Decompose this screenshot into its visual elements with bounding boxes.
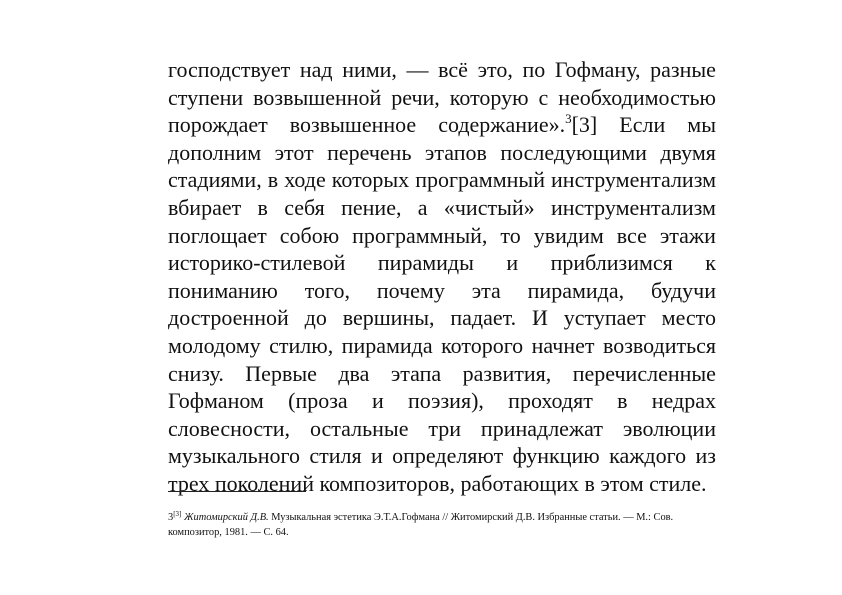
word: каждого — [609, 443, 687, 469]
word: господствует — [168, 57, 291, 82]
text-line — [168, 415, 716, 443]
text-line — [168, 360, 716, 388]
footnote-separator — [168, 491, 306, 492]
text-line — [168, 139, 716, 167]
word: все — [616, 222, 647, 248]
word: падает. — [450, 305, 517, 331]
word: программный — [415, 167, 545, 193]
word: вбирает — [168, 194, 242, 220]
word: почему — [376, 277, 445, 303]
word: инструментализм — [550, 194, 716, 220]
word: Первые — [245, 360, 317, 386]
text-line — [168, 56, 716, 84]
word: три — [428, 415, 462, 441]
word: — — [406, 57, 429, 82]
word: возводиться — [602, 332, 716, 358]
word-with-footnote-ref — [438, 111, 597, 139]
word: всё — [438, 57, 468, 82]
word: и — [371, 388, 384, 414]
text-line — [168, 84, 716, 112]
word: над — [299, 57, 333, 82]
word: этапов — [424, 139, 487, 165]
word: программный, — [352, 222, 488, 248]
word: порождает — [168, 112, 268, 138]
word: увидим — [533, 222, 604, 248]
word: перечень — [327, 139, 412, 165]
text-line-last — [168, 470, 716, 498]
word: историко-стилевой — [168, 250, 346, 276]
word: молодому — [168, 332, 261, 358]
word: приблизимся — [550, 250, 673, 276]
footnote-backlink[interactable]: [3] — [173, 510, 182, 518]
text-line — [168, 277, 716, 305]
word: композиторов, — [319, 470, 456, 496]
word: стилю, — [269, 332, 334, 358]
word: речи, — [391, 84, 440, 110]
word: себя — [284, 194, 325, 220]
word: стиля — [309, 443, 362, 469]
body-paragraph — [168, 56, 716, 498]
text-line — [168, 332, 716, 360]
word: этажи — [659, 222, 716, 248]
footnote-citation: Музыкальная эстетика Э.Т.А.Гофмана // Житомирский Д.В. Избранные статьи. — М.: Сов. — [271, 512, 674, 523]
word: того, — [304, 277, 351, 303]
word: пирамида — [341, 332, 433, 358]
word: и — [370, 443, 383, 469]
word: «чистый» — [443, 194, 535, 220]
word: функцию — [512, 443, 600, 469]
word: принадлежат — [480, 415, 603, 441]
word: начнет — [531, 332, 595, 358]
footnote-reference[interactable]: 3 — [565, 111, 572, 127]
word: дополним — [168, 139, 262, 165]
word: ступени — [168, 84, 244, 110]
text-line — [168, 166, 716, 194]
word: к — [705, 250, 716, 276]
word: необходимостью — [558, 84, 716, 110]
word: а — [417, 194, 428, 220]
footnote — [168, 510, 716, 540]
word: поколений — [214, 470, 314, 496]
word: развития, — [462, 360, 552, 386]
word: недрах — [651, 388, 716, 414]
word: этом — [600, 470, 644, 496]
word: которого — [441, 332, 524, 358]
text-line — [168, 194, 716, 222]
word: которых — [331, 167, 410, 193]
word: ними, — [342, 57, 397, 82]
word: эволюции — [622, 415, 716, 441]
word: до — [304, 305, 327, 331]
word: которую — [449, 84, 529, 110]
word: то — [500, 222, 521, 248]
word: И — [531, 305, 548, 331]
word: снизу. — [168, 360, 224, 386]
word: (проза — [288, 388, 348, 414]
word: по — [522, 57, 546, 82]
word: этот — [274, 139, 314, 165]
word: собою — [279, 222, 340, 248]
word: двумя — [660, 139, 716, 165]
word: достроенной — [168, 305, 289, 331]
word: поглощает — [168, 222, 267, 248]
word: содержание». — [438, 112, 566, 138]
text-line — [168, 387, 716, 415]
text-line — [168, 442, 716, 470]
word: в — [584, 470, 595, 496]
text-line — [168, 249, 716, 277]
word: инструментализм — [551, 167, 716, 193]
word: определяют — [392, 443, 504, 469]
word: поэзия), — [408, 388, 484, 414]
word: пирамида, — [527, 277, 625, 303]
word: проходят — [508, 388, 593, 414]
footnote-citation-continuation: композитор, 1981. — С. 64. — [168, 527, 289, 538]
word: пониманию — [168, 277, 278, 303]
footnote-author: Житомирский Д.В. — [183, 512, 269, 523]
word: пирамиды — [377, 250, 474, 276]
word: Гофману, — [554, 57, 641, 82]
word: Если — [619, 112, 666, 138]
word: перечисленные — [572, 360, 716, 386]
word: остальные — [309, 415, 409, 441]
word: музыкального — [168, 443, 300, 469]
word: уступает — [563, 305, 646, 331]
word: место — [661, 305, 716, 331]
word: словесности, — [168, 415, 291, 441]
word: работающих — [460, 470, 579, 496]
word: разные — [650, 57, 716, 82]
word: и — [506, 250, 519, 276]
word: трех — [168, 470, 210, 496]
word: возвышенное — [289, 112, 417, 138]
text-line — [168, 222, 716, 250]
word: из — [695, 443, 716, 469]
word: ходе — [284, 167, 326, 193]
word: эта — [471, 277, 501, 303]
word: в — [617, 388, 628, 414]
text-line — [168, 111, 716, 139]
word: Гофманом — [168, 388, 264, 414]
word: будучи — [650, 277, 716, 303]
footnote-line — [168, 510, 716, 525]
text-line — [168, 304, 716, 332]
word: стиле. — [649, 470, 707, 496]
word: вершины, — [342, 305, 435, 331]
footnote-number: 3 — [168, 512, 174, 523]
word: мы — [687, 112, 716, 138]
footnote-bracket-ref[interactable]: [3] — [571, 112, 598, 138]
word: в — [257, 194, 268, 220]
word: последующими — [500, 139, 647, 165]
word: в — [267, 167, 279, 193]
word: два — [338, 360, 370, 386]
word: стадиями, — [168, 167, 262, 193]
word: пение, — [341, 194, 402, 220]
word: этапа — [390, 360, 442, 386]
word: возвышенной — [253, 84, 382, 110]
word: это, — [477, 57, 513, 82]
word: с — [538, 84, 549, 110]
